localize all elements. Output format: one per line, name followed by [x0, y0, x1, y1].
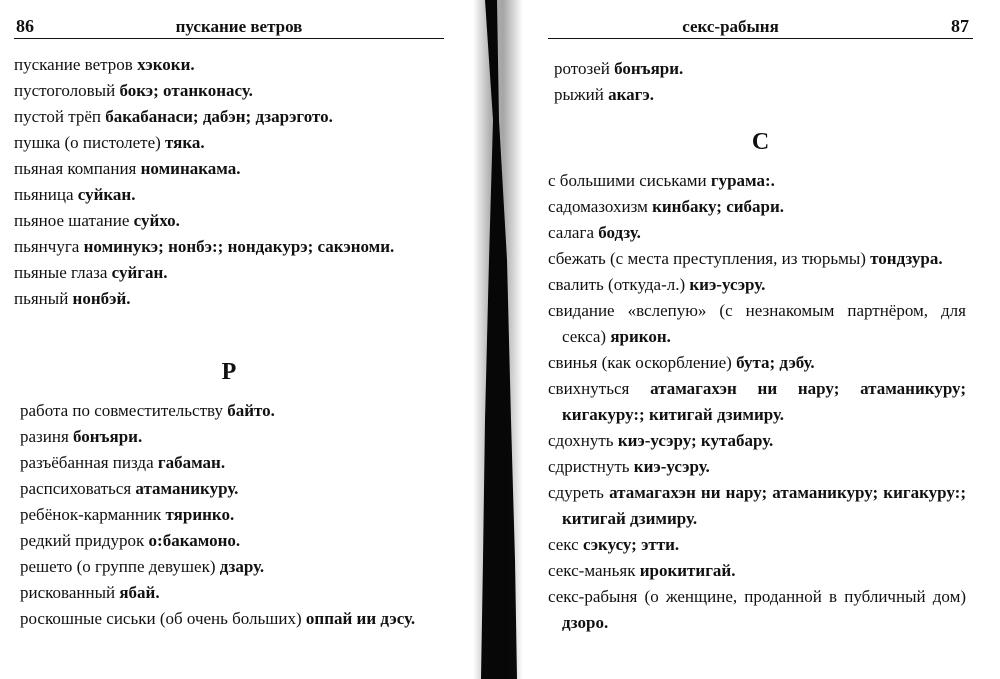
entry-list	[14, 52, 444, 312]
dictionary-entry: с большими сиськами гурама:.	[548, 171, 775, 190]
dictionary-entry: редкий придурок о:бакамоно.	[20, 531, 241, 550]
dictionary-entry: разъёбанная пизда габаман.	[20, 453, 226, 472]
dictionary-entry: пьяные глаза суйган.	[14, 263, 168, 282]
dictionary-entry: сдохнуть киэ-усэру; кутабару.	[548, 431, 774, 450]
dictionary-entry: сбежать (с места преступления, из тюрьмы) тондзура.	[548, 249, 943, 268]
right-page	[548, 0, 973, 679]
dictionary-entry: свалить (откуда-л.) киэ-усэру.	[548, 275, 766, 294]
section-letter: Р	[221, 359, 237, 385]
section-letter: С	[751, 129, 770, 155]
running-head	[548, 14, 973, 39]
dictionary-entry: разиня бонъяри.	[20, 427, 143, 446]
running-head	[14, 14, 444, 39]
dictionary-entry: пушка (о пистолете) тяка.	[14, 133, 205, 152]
dictionary-entry: секс сэкусу; этти.	[548, 535, 680, 554]
dictionary-entry: свихнуться атамагахэн ни нару; атаманикуру; кигакуру:; китигай дзимиру.	[548, 379, 966, 424]
dictionary-entry: пьяное шатание суйхо.	[14, 211, 180, 230]
running-head-title: секс-рабыня	[682, 17, 779, 36]
dictionary-entry: решето (о группе девушек) дзару.	[20, 557, 265, 576]
page-number: 86	[16, 16, 34, 36]
dictionary-entry: салага бодзу.	[548, 223, 641, 242]
dictionary-entry: пускание ветров хэкоки.	[14, 55, 195, 74]
dictionary-entry: секс-маньяк ирокитигай.	[548, 561, 736, 580]
dictionary-entry: сдристнуть киэ-усэру.	[548, 457, 710, 476]
dictionary-entry: ребёнок-карманник тяринко.	[20, 505, 235, 524]
dictionary-entry: рискованный ябай.	[20, 583, 160, 602]
dictionary-entry: свинья (как оскорбление) бута; дэбу.	[548, 353, 815, 372]
entry-list	[20, 398, 444, 632]
dictionary-entry: пьяный нонбэй.	[14, 289, 131, 308]
dictionary-entry: свидание «вслепую» (с незнакомым партнёром, для секса) ярикон.	[548, 301, 966, 346]
page-number: 87	[951, 16, 969, 36]
book-spine-shadow	[455, 0, 535, 679]
entry-list	[554, 56, 973, 108]
dictionary-entry: сдуреть атамагахэн ни нару; атаманикуру; кигакуру:; китигай дзимиру.	[548, 483, 966, 528]
running-head-title: пускание ветров	[175, 17, 303, 36]
dictionary-entry: рыжий акагэ.	[554, 85, 654, 104]
dictionary-entry: пустой трёп бакабанаси; дабэн; дзарэгото.	[14, 107, 333, 126]
dictionary-entry: секс-рабыня (о женщине, проданной в публичный дом) дзоро.	[548, 587, 966, 632]
dictionary-entry: роскошные сиськи (об очень больших) оппай ии дэсу.	[20, 609, 416, 628]
entry-list	[548, 168, 966, 636]
dictionary-entry: садомазохизм кинбаку; сибари.	[548, 197, 785, 216]
dictionary-entry: распсиховаться атаманикуру.	[20, 479, 239, 498]
dictionary-entry: работа по совместительству байто.	[20, 401, 275, 420]
dictionary-entry: пустоголовый бокэ; отанконасу.	[14, 81, 253, 100]
dictionary-entry: пьянчуга номинукэ; нонбэ:; нондакурэ; сакэноми.	[14, 237, 395, 256]
left-page	[14, 0, 444, 679]
dictionary-entry: пьяница суйкан.	[14, 185, 136, 204]
dictionary-entry: ротозей бонъяри.	[554, 59, 684, 78]
dictionary-entry: пьяная компания номинакама.	[14, 159, 241, 178]
